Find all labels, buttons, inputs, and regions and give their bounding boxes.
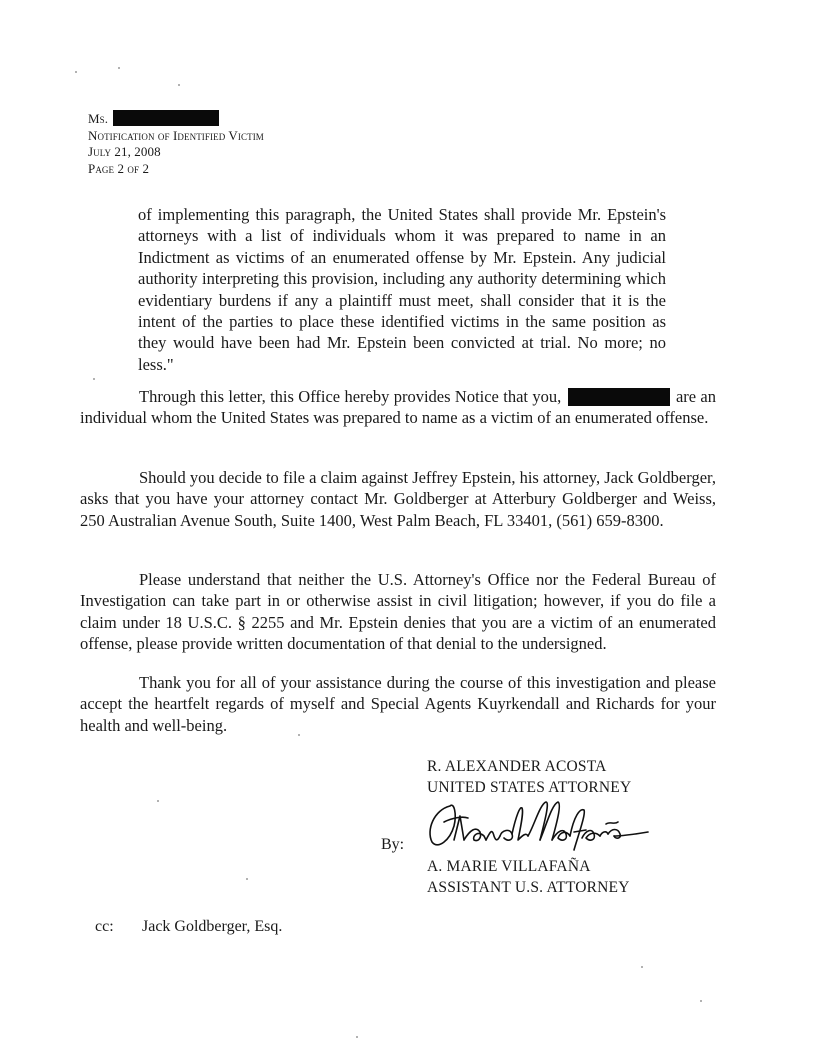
scan-speck bbox=[246, 878, 248, 880]
signatory-block bbox=[427, 757, 631, 798]
thanks-paragraph: Thank you for all of your assistance during the course of this investigation and please accept the heartfelt regards of myself and Special Agents Kuyrkendall and Richards for your health and well-being. bbox=[80, 673, 716, 735]
claim-paragraph: Should you decide to file a claim against Jeffrey Epstein, his attorney, Jack Goldberger, asks that you have your attorney contact Mr. Goldberger at Atterbury Goldberger and Weiss, 250 Australian Avenue South, Suite 1400, West Palm Beach, FL 33401, (561) 659-8300. bbox=[80, 468, 716, 530]
scan-speck bbox=[178, 84, 180, 86]
by-label: By: bbox=[381, 836, 405, 853]
scan-speck bbox=[93, 378, 95, 380]
notice-text-before: Through this letter, this Office hereby provides Notice that you, bbox=[139, 387, 562, 406]
scan-speck bbox=[700, 1000, 702, 1002]
signer-block bbox=[427, 857, 630, 898]
litigation-paragraph: Please understand that neither the U.S. Attorney's Office nor the Federal Bureau of Investigation can take part in or otherwise assist in civil litigation; however, if you do file a claim under 18 U.S.C. § 2255 and Mr. Epstein denies that you are a victim of an enumerated offense, please provide written documentation of that denial to the undersigned. bbox=[80, 570, 716, 654]
scan-speck bbox=[157, 800, 159, 802]
quoted-paragraph: of implementing this paragraph, the United States shall provide Mr. Epstein's attorneys with a list of individuals whom it was prepared to name in an Indictment as victims of an enumerated offense by Mr. Epstein. Any judicial authority interpreting this provision, including any authority determining which evidentiary burdens if any a plaintiff must meet, shall consider that it is the intent of the parties to place these identified victims in the same position as they would have been had Mr. Epstein been convicted at trial. No more; no less." bbox=[138, 205, 666, 374]
cc-label: cc: bbox=[95, 918, 114, 935]
redaction-bar bbox=[113, 110, 219, 126]
notice-paragraph bbox=[80, 386, 716, 429]
scan-speck bbox=[75, 71, 77, 73]
signatory-name: R. ALEXANDER ACOSTA bbox=[427, 758, 607, 775]
scan-speck bbox=[356, 1036, 358, 1038]
handwritten-signature bbox=[424, 796, 654, 854]
recipient-salutation: Ms. bbox=[88, 111, 109, 126]
page-number: Page 2 of 2 bbox=[88, 160, 150, 176]
signer-title: ASSISTANT U.S. ATTORNEY bbox=[427, 878, 630, 896]
letter-date: July 21, 2008 bbox=[88, 144, 161, 159]
scan-speck bbox=[118, 67, 120, 69]
letter-subject: Notification of Identified Victim bbox=[88, 127, 264, 143]
redaction-bar bbox=[568, 388, 670, 406]
recipient-line bbox=[88, 110, 264, 128]
notice-text-after: are an individual whom the United States was prepared to name as a victim of an enumerated offense. bbox=[80, 387, 717, 428]
letter-header bbox=[88, 110, 264, 177]
scan-speck bbox=[641, 966, 643, 968]
signer-name: A. MARIE VILLAFAÑA bbox=[427, 858, 591, 875]
cc-recipient: Jack Goldberger, Esq. bbox=[142, 918, 283, 935]
signatory-title: UNITED STATES ATTORNEY bbox=[427, 778, 632, 796]
